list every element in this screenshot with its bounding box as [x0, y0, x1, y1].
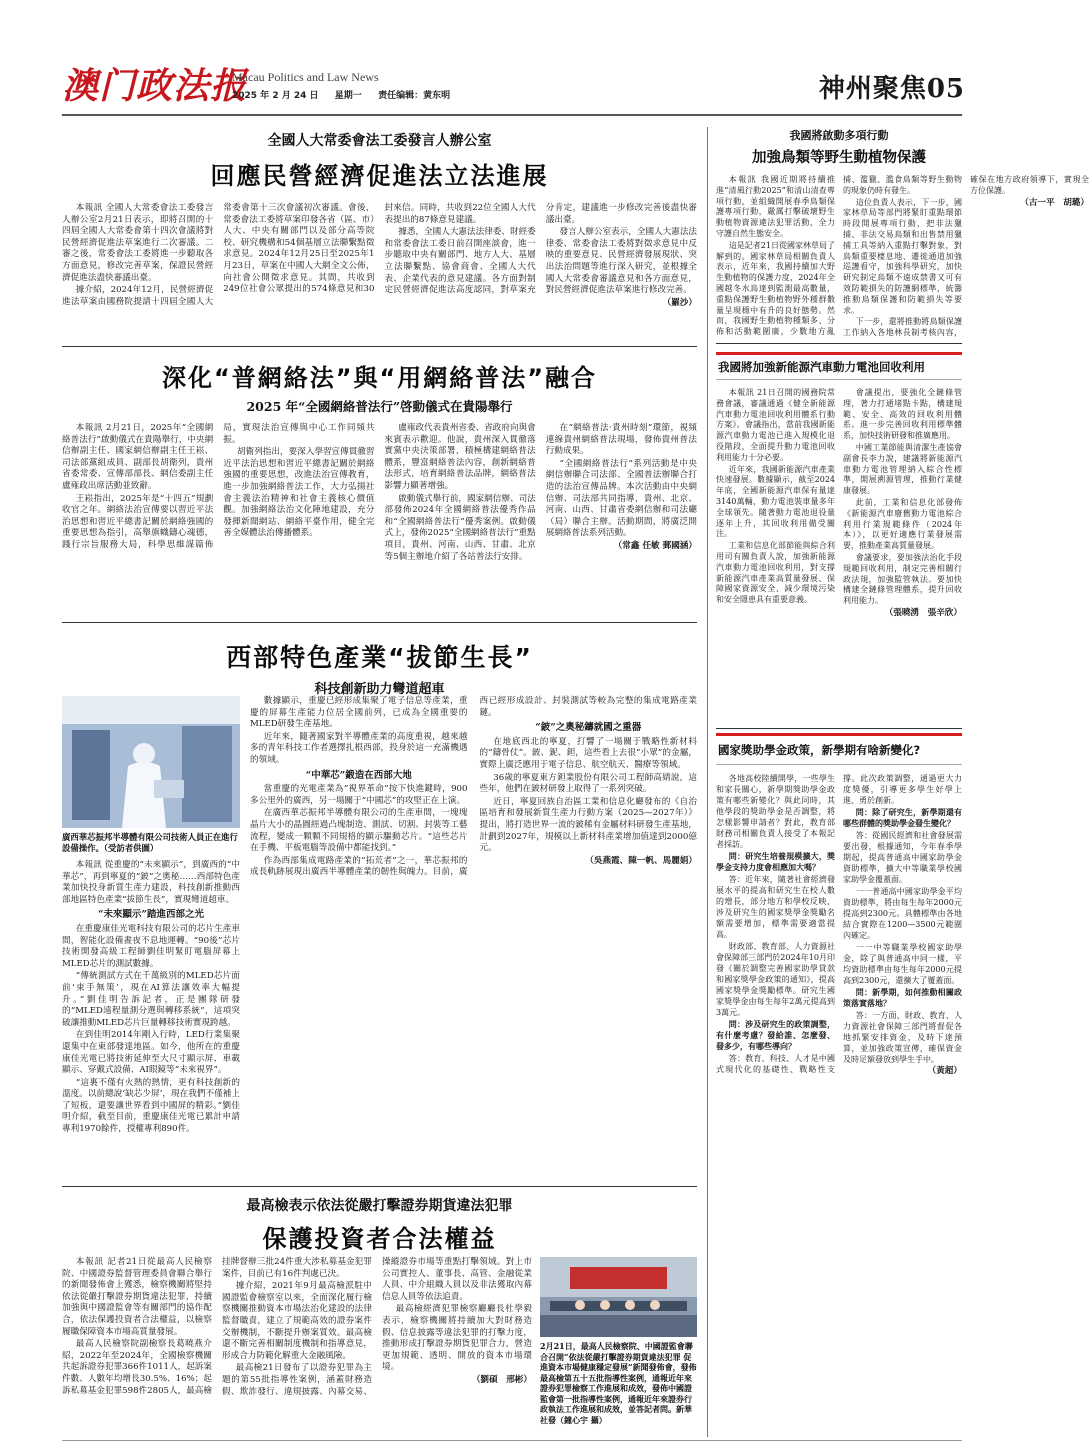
headline: 保護投資者合法權益	[262, 1225, 497, 1253]
paragraph: 啟動儀式舉行前，國家網信辦、司法部發佈2024年全國網絡普法優秀作品和“全國網絡普法行”優秀案例。啟動儀式上，發佈2025“全國網絡普法行”重點項目，貴州、河南、山西、甘肅、北京等5個主辦地介紹了各站普法行安排。	[384, 493, 536, 562]
paragraph: 中國工業節能與清潔生產協會副會長李力說，建議將新能源汽車動力電池管理納入綜合性標準，開展溯源管理，推動行業健康發展。	[843, 442, 962, 496]
paragraph: 財政部、教育部、人力資源社會保障部三部門於2024年10月印發《關於調整完善國家助學貸款和國家獎學金政策的通知》，提高國家獎學金獎勵標準。研究生國家獎學金由每生每年2萬元提高到3萬元。	[716, 942, 835, 1017]
headline: 加強鳥類等野生動植物保護	[752, 150, 926, 166]
paragraph: 下一步，還將推動將鳥類保護工作納入各地林長制考核內容，確保在地方政府領導下，實現全方位保護。	[843, 175, 1089, 338]
section-rule	[62, 346, 697, 347]
kicker: 全國人大常委會法工委發言人辦公室	[267, 133, 492, 149]
paragraph: 在重慶康佳光電科技有限公司的芯片生產車間，智能化設備晝夜不息地運轉。“90後”芯片技術開發高級工程師劉佳明緊盯電腦屏幕上MLED芯片的測試數據。	[62, 923, 240, 969]
paragraph: 最高檢21日發布了以證券犯罪為主題的第55批指導性案例，涵蓋財務造假、欺詐發行、違規披露、內幕交易、操縱證券市場等重點打擊領域。對上市公司實控人、董事長、高管、金融從業人員、中介組織人員以及非法獲取內幕信息人員等依法追責。	[222, 1257, 532, 1397]
paragraph: 本報訊 全國人大常委會法工委發言人辦公室2月21日表示，即將召開的十四屆全國人大常委會第十四次會議將對民營經濟促進法草案進行二次審議。二審之後，常委會法工委將進一步聽取各方面意見，修改完善草案，保證民營經濟促進法盡快審議出臺。	[62, 203, 214, 283]
cleanroom-photo-illustration	[62, 696, 240, 828]
article-body	[62, 423, 697, 617]
newspaper-logo: 澳门政法报	[62, 65, 248, 107]
paragraph: 工業和信息化部節能與綜合利用司有關負責人說，加強新能源汽車動力電池回收利用，對支撐新能源汽車產業高質量發展、保障國家資源安全、減少環境污染和安全隱患具有重要意義。	[716, 541, 835, 605]
paragraph: 作為西部集成電路產業的“拓荒者”之一，華芯振邦的成長軌跡展現出廣西半導體產業的韌性與魄力。目前，廣西已經形成設計、封裝測試等較為完整的集成電路產業鏈。	[250, 696, 697, 878]
paragraph: 盧雍政代表貴州省委、省政府向與會來賓表示歡迎。他說，貴州深入貫徹落實黨中央決策部署，積極構建網絡普法體系，豐富網絡普法內容，創新網絡普法形式，培育網絡普法品牌，網絡普法影響力顯著增強。	[384, 423, 536, 491]
kicker: 我國將啟動多項行動	[789, 129, 889, 142]
editor: 责任编辑：黄东明	[378, 91, 451, 101]
paragraph: 答：教育、科技、人才是中國式現代化的基礎性、戰略性支撐。此次政策調整，通過更大力度獎優，引導更多學生好學上進、勇於創新。	[716, 774, 962, 1074]
section-subhead: “中華芯”鍛造在西部大地	[305, 769, 412, 781]
subheadline: 2025 年“全國網絡普法行”啓動儀式在貴陽舉行	[246, 399, 513, 414]
paragraph: 36歲的寧夏東方鉭業股份有限公司工程師高婧說，這些年，他們在鈹材研發上取得了一系列突破。	[479, 772, 697, 795]
article-body	[716, 175, 1089, 347]
paragraph: 在廣西華芯振邦半導體有限公司的生產車間，一塊塊晶片大小的晶圓經過凸塊制造、測試、切割、封裝等工藝流程，變成一顆顆不同規格的顯示驅動芯片。“這些芯片在手機、平板電腦等設備中都能找到。”	[250, 808, 468, 854]
paragraph: 本報訊 從重慶的“未來顯示”，到廣西的“中華芯”，再到寧夏的“鈹”之奧秘……西部特色產業加快投身新質生產力建設，科技創新推動西部地區特色產業“拔節生長”，實現彎道超車。	[62, 860, 240, 905]
paragraph: 一一中等職業學校國家助學金，除了與普通高中同一樣，平均資助標準由每生每年2000元提高到2300元，還擴大了覆蓋面。	[843, 943, 962, 985]
paragraph: 本報訊 我國近期將持續推進“清風行動2025”和清山清查專項行動，並組織開展春季鳥類保護專項行動，嚴厲打擊破壞野生動植物資源違法犯罪活動，全力守護自然生態安全。	[716, 175, 835, 238]
headline: 我國將加強新能源汽車動力電池回收利用	[716, 352, 962, 380]
english-name: Macau Politics and Law News	[232, 70, 379, 84]
paragraph: 近日，寧夏回族自治區工業和信息化廳發布的《自治區培育和發展新質生產力行動方案（2025—2027年）》提出，將打造世界一流的鈹稀有金屬材料研發生產基地，計劃到2027年，規模以上新材料產業增加值達到2000億元。	[479, 796, 697, 854]
press-conference-photo	[540, 1257, 697, 1337]
paragraph: 這是記者21日從國家林草局了解到的。國家林草局相關負責人表示，近年來，我國持續加大野生動植物的保護力度，2024年全國越冬水鳥達到監測最高數量，重點保護野生動植物野外種群數量呈現穩中有升的良好態勢。然而，我國野生動植物種類多、分佈和活動範圍廣，少數地方亂捕、濫獵、濫食鳥類等野生動物的現象仍時有發生。	[716, 175, 962, 337]
paragraph: 數據顯示，重慶已經形成集聚了電子信息等產業，重慶的屏幕生產能力位居全國前列，已成為全國重要的MLED研發生產基地。	[250, 696, 468, 730]
section-rule	[62, 622, 697, 623]
paragraph: 近年來，隨著國家對半導體產業的高度重視，越來越多的青年科技工作者選擇扎根西部，投身於這一充滿機遇的領域。	[250, 731, 468, 765]
date: 2025 年 2 月 24 日	[232, 91, 319, 101]
article-internet-law	[62, 352, 697, 614]
news-photo	[62, 696, 240, 828]
article-body-continued	[250, 696, 697, 1174]
masthead-rule	[62, 114, 962, 116]
paragraph: 在地底西北的寧夏，打響了一場關于戰略性新材料的“鑄骨仗”。鈹、鈮、鉭，這些看上去很“小眾”的金屬，實際上廣泛應用于電子信息、航空航天、醫療等領域。	[479, 736, 697, 770]
section-subhead: “鈹”之奧秘鑄就國之重器	[535, 722, 642, 734]
byline: （吳燕霞、陳一帆、馬麗娟）	[585, 855, 697, 866]
byline: （古一平 胡璐）	[1020, 197, 1089, 208]
paragraph: 會議要求，要加強法治化手段規範回收利用，制定完善相關行政法規，加強監管執法。要加快構建全鏈條管理體系，提升回收利用能力。	[843, 552, 962, 606]
article-body	[62, 203, 697, 341]
article-body	[62, 1257, 532, 1437]
paragraph: 當重慶的光電產業為“視界革命”按下快進鍵時，900多公里外的廣西，另一場關于“中國芯”的攻堅正在上演。	[250, 784, 468, 806]
weekday: 星期一	[334, 91, 362, 101]
article-scholarships	[716, 733, 962, 1438]
article-body	[62, 860, 240, 1174]
article-body	[716, 388, 962, 716]
paragraph: 本報訊 記者21日從最高人民檢察院、中國證券監督管理委員會聯合舉行的新聞發佈會上獲悉，檢察機關將堅持依法從嚴打擊證券期貨違法犯罪，持續加強與中國證監會等有關部門的協作配合，依法保護投資者合法權益，以檢察履職保障資本市場高質量發展。	[62, 1257, 212, 1337]
kicker: 最高檢表示依法從嚴打擊證券期貨違法犯罪	[246, 1198, 513, 1214]
article-npc-private-economy	[62, 127, 697, 343]
paragraph: 問：涉及研究生的政策調整，有什麼考慮？發給誰、怎麼發、發多少，有哪些導向？	[716, 1019, 835, 1051]
paragraph: 最高檢經濟犯罪檢察廳廳長杜學毅表示，檢察機關將持續加大對財務造假、信息披露等違法犯罪的打擊力度，推動形成打擊證券期貨犯罪合力，營造更加規範、透明、開放的資本市場環境。	[382, 1304, 532, 1373]
article-western-industries	[62, 630, 697, 1178]
paragraph: 各地高校陸續開學，一些學生和家長關心，新學期獎助學金政策有哪些新變化？與此同時，其他學段的獎助學金是否調整，將怎樣影響申請者？對此，教育部財務司相關負責人接受了本報記者採訪。	[716, 774, 835, 849]
subheadline: 科技創新助力彎道超車	[314, 682, 445, 697]
page-bottom-rule	[62, 1440, 962, 1441]
paragraph: 胡衛列指出，要深入學習宣傳貫徹習近平法治思想和習近平總書記關於網絡強國的重要思想，改進法治宣傳教育，進一步加強網絡普法工作，大力弘揚社會主義法治精神和社會主義核心價值觀。加強網絡法治文化陣地建設，充分發揮新聞網站、網絡平臺作用，健全完善全媒體法治傳播體系。	[223, 447, 375, 539]
paragraph: 據介紹，2021年9月最高檢派駐中國證監會檢察室以來，全面深化履行檢察機關推動資本市場法治化建設的法律監督職責，建立了規範高效的證券案件交辦機制，不斷提升辦案質效。最高檢還不斷完善相關制度機制和指導意見，形成合力防範化解重大金融風險。	[222, 1281, 372, 1361]
headline: 國家獎助學金政策，新學期有啥新變化?	[716, 733, 962, 765]
section-rule	[716, 728, 962, 729]
paragraph: 答：近年來，隨著社會經濟發展水平的提高和研究生在校人數的增長，部分地方和學校反映，涉及研究生的國家獎學金獎勵名額需要增加，標準需要適當提高。	[716, 875, 835, 939]
byline: （劉碩 邢彬）	[471, 1374, 532, 1385]
column-divider	[707, 127, 708, 1437]
article-body	[716, 773, 962, 1437]
section-subhead: “未來顯示”踏進西部之光	[98, 909, 204, 921]
headline: 回應民營經濟促進法立法進展	[210, 162, 549, 190]
paragraph: 本報訊 21日召開的國務院常務會議，審議通過《健全新能源汽車動力電池回收利用體系行動方案》。會議指出，當前我國新能源汽車動力電池已進入規模化退役階段，全面提升動力電池回收利用能力十分必要。	[716, 388, 835, 462]
paragraph: 在到佳明2014年剛入行時，LED行業集聚還集中在東部發達地區。如今，他所在的重慶康佳光電已將技術延伸至大尺寸顯示屏、車載顯示、穿戴式設備、AI眼鏡等“未來視界”。	[62, 1030, 240, 1076]
article-bird-protection	[716, 127, 1089, 338]
section-label: 神州聚焦05	[818, 74, 965, 104]
paragraph: 答：一方面，財政、教育、人力資源社會保障三部門將督促各地抓緊安排資金，及時下達預算，並加強政策宣傳，確保資金及時足額發放到學生手中。	[843, 1011, 962, 1064]
paragraph: 據介紹，2024年12月，民營經濟促進法草案由國務院提請十四屆全國人大常委會第十三次會議初次審議。會後，常委會法工委將草案印發各省（區、市）人大、中央有關部門以及部分高等院校、研究機構和54個基層立法聯繫點徵求意見。2024年12月25日至2025年1月23日，草案在中國人大網全文公佈，向社會公開徵求意見。其間，共收到249位社會公眾提出的574條意見和30封來信。同時，共收到22位全國人大代表提出的87條意見建議。	[62, 203, 536, 307]
paragraph: 問：新學期，如何推動相關政策落實落地？	[843, 987, 962, 1008]
headline: 西部特色產業“拔節生長”	[226, 643, 533, 672]
photo-caption: 廣西華芯振邦半導體有限公司技術人員正在進行設備操作。（受訪者供圖）	[62, 832, 238, 853]
paragraph: 近年來，我國新能源汽車產業快速發展。數據顯示，截至2024年底，全國新能源汽車保有量達3140萬輛，動力電池裝車量多年全球領先。隨著動力電池退役量逐年上升，其回收利用備受關注。	[716, 464, 835, 539]
paragraph: 問：除了研究生，新學期還有哪些群體的獎助學金發生變化？	[843, 807, 962, 828]
paragraph: 發言人辦公室表示，全國人大憲法法律委、常委會法工委將對徵求意見中反映的重要意見、民營經濟發展現狀、突出法治問題等進行深入研究，並根據全國人大常委會審議意見和各方面意見，對民營經濟促進法草案進行修改完善。	[545, 227, 698, 296]
article-securities-crime	[62, 1193, 697, 1438]
byline: （常鑫 任敏 郵國涵）	[613, 540, 697, 551]
paragraph: “傳統測試方式在千萬級別的MLED芯片面前‘束手無策’，現在AI算法讓效率大幅提升。”劉佳明告訴記者，正是團隊研發的“MLED遠程量測分選與轉移系統”，這項突破讓推動MLED芯片巨量轉移技術實現跨越。	[62, 971, 240, 1028]
paragraph: 此前，工業和信息化部發佈《新能源汽車廢舊動力電池綜合利用行業規範條件（2024年本）》，以更好適應行業發展需要，推動產業高質量發展。	[843, 497, 962, 551]
conference-photo-illustration	[540, 1257, 697, 1337]
paragraph: “這裏不僅有火熱的熱情，更有科技創新的溫度。以前總說‘缺芯少屏’，現在我們不僅補上了短板，還要讓世界看到中國屏的精彩。”劉佳明介紹，截至目前，重慶康佳光電已累計申請專利1970餘件，授權專利890件。	[62, 1077, 240, 1135]
paragraph: 據悉，全國人大憲法法律委、財經委和常委會法工委日前召開座談會，進一步聽取中央有關部門、地方人大、基層立法聯繫點、協會商會、全國人大代表、企業代表的意見建議。各方面對制定民營經濟促進法高度認同，對草案充分肯定，建議進一步修改完善後盡快審議出臺。	[384, 203, 697, 296]
paragraph: 一一普通高中國家助學金平均資助標準，將由每生每年2000元提高到2300元。具體標準由各地結合實際在1200—3500元範圍內確定。	[843, 887, 962, 940]
paragraph: 這位負責人表示，下一步，國家林草局等部門將緊盯重點環節時段開展專項行動，把非法獵捕、非法交易鳥類和出售禁用獵捕工具等納入重點打擊對象，對鳥類重要棲息地、遷徙通道加強巡護看守，加強科學研究，加快研究制定鳥類不遠成禁書又可有效防範損失的防護網標準，統籌推動鳥類保護和防範損失等要求。	[843, 197, 962, 315]
headline: 深化“普網絡法”與“用網絡普法”融合	[161, 364, 598, 392]
paragraph: 最高人民檢察院副檢察長葛曉燕介紹，2022年至2024年，全國檢察機關共起訴證券犯罪366件1011人，起訴案件數、人數年均增長30.5%、16%；起訴私募基金犯罪598件2805人，最高檢挂牌督辦三批24件重大涉私募基金犯罪案件，目前已有16件判處已決。	[62, 1257, 372, 1396]
article-battery-recycling	[716, 352, 962, 722]
byline: （羅沙）	[662, 297, 697, 308]
masthead	[62, 65, 965, 110]
paragraph: 問：研究生培養規模擴大，獎學金支持力度會相應加大嗎？	[716, 851, 835, 872]
section-rule	[62, 1186, 697, 1187]
byline: （張曉湧 張辛欣）	[884, 607, 962, 618]
section-rule	[716, 343, 962, 344]
paragraph: 會議提出，要強化全鏈條管理，著力打通堵點卡點，構建規範、安全、高效的回收利用體系。進一步完善回收利用標準體系，加快技術研發和推廣應用。	[843, 388, 962, 441]
issue-date	[232, 88, 450, 101]
paragraph: 本報訊 2月21日，2025年“全國網絡普法行”啟動儀式在貴陽舉行，中央網信辦副主任、國家網信辦副主任王崧、司法部黨組成員、副部長胡衛列，貴州省委常委、宣傳部部長、網信委副主任盧雍政出席活動並致辭。	[62, 423, 214, 491]
photo-caption: 2月21日，最高人民檢察院、中國證監會聯合召開“依法從嚴打擊證券期貨違法犯罪 促進資本市場健康穩定發展”新聞發佈會，發佈最高檢第五十五批指導性案例，通報近年來證券犯罪檢察工作進展和成效，發佈中國證監會第一批指導性案例，通報近年來證券行政執法工作進展和成效，並答記者問。新華社發（鐘心宇 攝）	[540, 1341, 697, 1425]
paragraph: 王崧指出，2025年是“十四五”規劃收官之年。網絡法治宣傳要以習近平法治思想和習近平總書記關於網絡強國的重要思想為指引，高舉旗幟鑄心魂德，踐行宗旨服務大局，科學思維謀篇佈局，實現法治宣傳與中心工作同頻共振。	[62, 423, 375, 550]
left-column	[62, 696, 240, 1174]
paragraph: “全國網絡普法行”系列活動是中央網信辦聯合司法部、全國普法辦聯合打造的法治宣傳品牌。本次活動由中央網信辦、司法部共同指導，貴州、北京、河南、山西、甘肅省委網信辦和司法廳（局）聯合主辦。活動期間，將廣泛開展網絡普法系列活動。	[545, 458, 697, 539]
paragraph: 在“網絡普法·貴州時刻”環節，視頻連線貴州網絡普法現場，發佈貴州普法行動成果。	[545, 423, 697, 457]
byline: （黃超）	[927, 1066, 962, 1076]
paragraph: 答：從國民經濟和社會發展需要出發，根據通知，今年春季學期起，提高普通高中國家助學金資助標準，擴大中等職業學校國家助學金覆蓋面。	[843, 831, 962, 884]
